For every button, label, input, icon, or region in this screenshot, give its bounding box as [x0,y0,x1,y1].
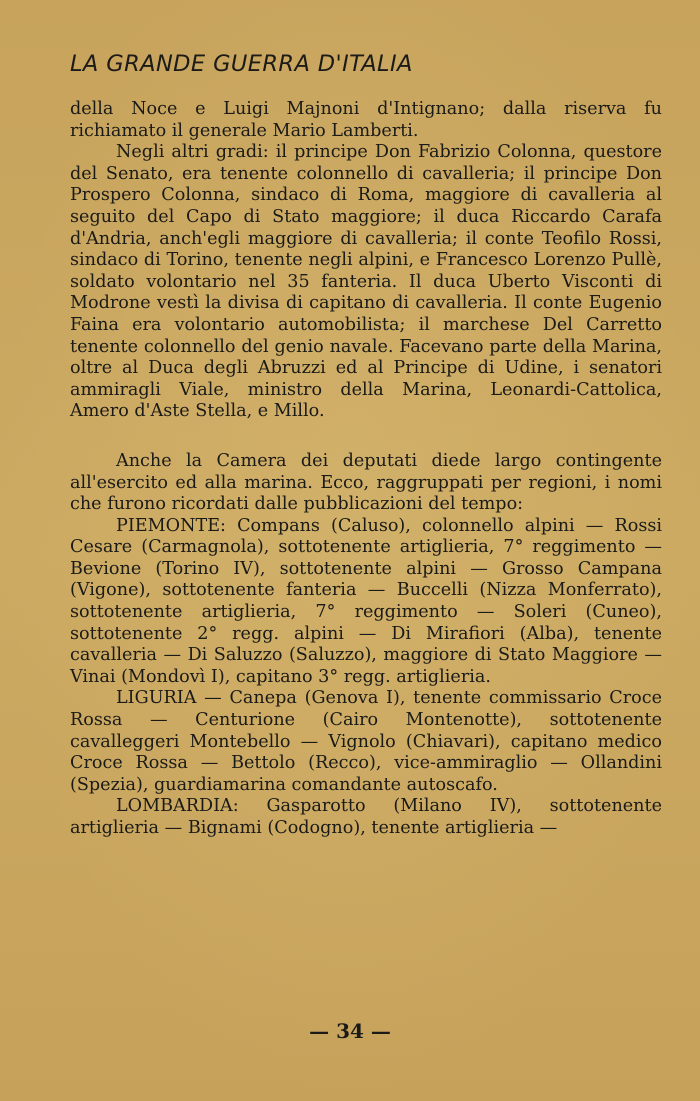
running-title: LA GRANDE GUERRA D'ITALIA [70,51,413,77]
paragraph-other-ranks: Negli altri gradi: il principe Don Fabrizio Colonna, questore del Senato, era tenente colonnello di cavalleria; il principe Don Prospero Colonna, sindaco di Roma, maggiore di cavalleria al seguito del Capo di Stato maggiore; il duca Riccardo Carafa d'Andria, anch'egli maggiore di cavalleria; il conte Teofilo Rossi, sindaco di Torino, tenente negli alpini, e Francesco Lorenzo Pullè, soldato volontario nel 35 fanteria. Il duca Uberto Visconti di Modrone vestì la divisa di capitano di cavalleria. Il conte Eugenio Faina era volontario automobilista; il marchese Del Carretto tenente colonnello del genio navale. Facevano parte della Marina, oltre al Duca degli Abruzzi ed al Principe di Udine, i senatori ammiragli Viale, ministro della Marina, Leonardi-Cattolica, Amero d'Aste Stella, e Millo. [70,142,662,422]
page-number: — 34 — [309,1019,391,1043]
paragraph-lombardia: LOMBARDIA: Gasparotto (Milano IV), sottotenente artiglieria — Bignami (Codogno), tenente artiglieria — [70,796,662,838]
paragraph-continuation: della Noce e Luigi Majnoni d'Intignano; dalla riserva fu richiamato il generale Mario Lamberti. [70,99,662,141]
body-text [70,99,662,840]
paragraph-liguria: LIGURIA — Canepa (Genova I), tenente commissario Croce Rossa — Centurione (Cairo Montenotte), sottotenente cavalleggeri Montebello — Vignolo (Chiavari), capitano medico Croce Rossa — Bettolo (Recco), vice-ammiraglio — Ollandini (Spezia), guardiamarina comandante autoscafo. [70,688,662,795]
paragraph-piemonte: PIEMONTE: Compans (Caluso), colonnello alpini — Rossi Cesare (Carmagnola), sottotenente artiglieria, 7° reggimento — Bevione (Torino IV), sottotenente alpini — Grosso Campana (Vigone), sottotenente fanteria — Buccelli (Nizza Monferrato), sottotenente artiglieria, 7° reggimento — Soleri (Cuneo), sottotenente 2° regg. alpini — Di Mirafiori (Alba), tenente cavalleria — Di Saluzzo (Saluzzo), maggiore di Stato Maggiore — Vinai (Mondovì I), capitano 3° regg. artiglieria. [70,515,662,687]
paragraph-chamber-deputies: Anche la Camera dei deputati diede largo contingente all'esercito ed alla marina. Ecco, raggruppati per regioni, i nomi che furono ricordati dalle pubblicazioni del tempo: [70,450,662,515]
